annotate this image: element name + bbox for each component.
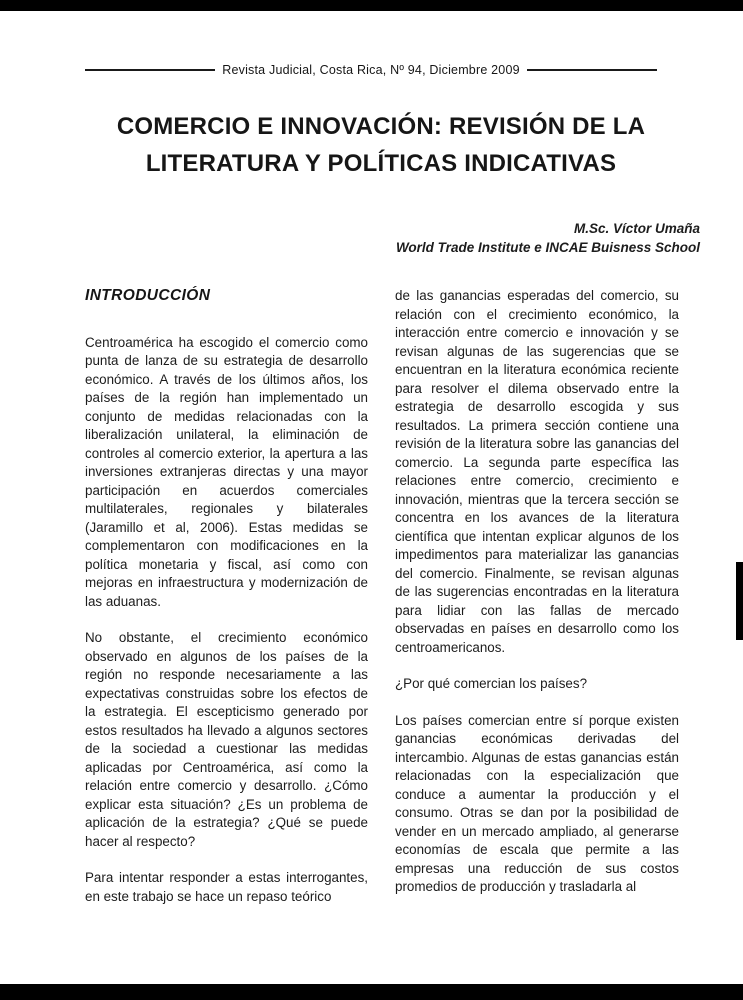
paragraph-left-3: Para intentar responder a estas interrogantes, en este trabajo se hace un repaso teórico [85,870,368,904]
author-name: M.Sc. Víctor Umaña [573,221,700,236]
article-title: COMERCIO E INNOVACIÓN: REVISIÓN DE LA LITERATURA Y POLÍTICAS INDICATIVAS [116,113,646,177]
header-rule-right [527,69,657,71]
author-affiliation: World Trade Institute e INCAE Buisness School [395,240,700,255]
right-column [395,287,679,897]
journal-header-text: Revista Judicial, Costa Rica, Nº 94, Diciembre 2009 [222,63,520,77]
paragraph-right-1: de las ganancias esperadas del comercio, su relación con el crecimiento económico, la interacción entre comercio e innovación y se revisan algunas de las sugerencias que se encuentran en la literatura económica reciente para resolver el dilema observado entre la estrategia de desarrollo escogida y sus resultados. La primera sección contiene una revisión de la literatura sobre las ganancias del comercio. La segunda parte específica las relaciones entre comercio, crecimiento e innovación, mientras que la tercera sección se concentra en los avances de la literatura científica que intentan explicar algunos de los impedimentos para materializar las ganancias del comercio. Finalmente, se revisan algunas de las sugerencias encontradas en la literatura para lidiar con las fallas de mercado observadas en países en desarrollo como los centroamericanos. [395,288,679,655]
scan-artifact-right-edge [736,562,743,640]
header-rule-left [85,69,215,71]
scan-artifact-top-edge [0,0,743,11]
paragraph-left-2: No obstante, el crecimiento económico observado en algunos de los países de la región no responde necesariamente a las expectativas construidas sobre los efectos de la estrategia. El escepticismo generado por estos resultados ha llevado a algunos sectores de la sociedad a cuestionar las medidas aplicadas por Centroamérica, así como la relación entre comercio y desarrollo. ¿Cómo explicar esta situación? ¿Es un problema de aplicación de la estrategia? ¿Qué se puede hacer al respecto? [85,630,368,849]
byline [396,219,700,257]
paragraph-right-2: Los países comercian entre sí porque existen ganancias económicas derivadas del intercambio. Algunas de estas ganancias están relacionadas con la especialización que conduce a aumentar la producción y el consumo. Otras se dan por la posibilidad de vender en un mercado ampliado, al generarse economías de escala que permite a las empresas una reducción de sus costos promedios de producción y trasladarla al [395,712,679,894]
scan-artifact-bottom-edge [0,984,743,1000]
paragraph-left-1: Centroamérica ha escogido el comercio como punta de lanza de su estrategia de desarrollo económico. A través de los últimos años, los países de la región han implementado un conjunto de medidas relacionadas con la liberalización unilateral, la eliminación de controles al comercio exterior, la apertura a las inversiones extranjeras directas y una mayor participación en acuerdos comerciales multilaterales, regionales y bilaterales (Jaramillo et al, 2006). Estas medidas se complementaron con modificaciones en la política monetaria y fiscal, así como con mejoras en infraestructura y modernización de las aduanas. [85,334,368,609]
subheading-question: ¿Por qué comercian los países? [395,676,588,691]
left-column [85,287,368,906]
journal-header [85,63,657,77]
section-heading-introduccion: INTRODUCCIÓN [85,287,211,304]
